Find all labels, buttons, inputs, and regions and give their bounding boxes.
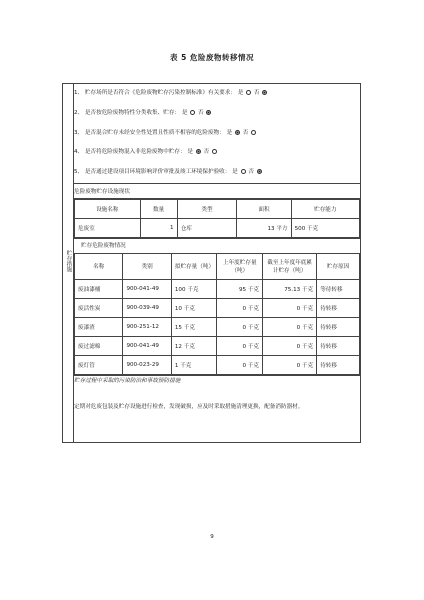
facility-heading: 危险废物贮存设施现状	[74, 183, 361, 198]
measures-block	[74, 375, 361, 442]
yes-radio-3[interactable]	[235, 130, 240, 135]
table-cell: 待转移	[317, 336, 360, 355]
table-cell: 待转移	[317, 298, 360, 317]
no-label: 否	[197, 109, 204, 116]
table-cell: 100 千克	[171, 279, 217, 298]
table-header: 面积	[237, 199, 291, 218]
yes-radio-5[interactable]	[241, 169, 246, 174]
question-text: 1、 贮存场所是否符合《危险废物贮存污染控制标准》有关要求：	[74, 90, 236, 96]
table-row	[75, 336, 360, 355]
table-header: 上年度贮存量（吨）	[217, 253, 263, 279]
yes-label: 是	[237, 90, 244, 96]
side-label-cell	[63, 84, 74, 443]
table-cell: 1	[140, 218, 177, 237]
yes-label: 是	[187, 149, 194, 156]
question-1	[74, 84, 360, 104]
table-cell: 900-023-29	[123, 355, 171, 374]
table-cell: 0 千克	[263, 355, 317, 374]
question-4	[74, 143, 360, 163]
table-cell: 900-041-49	[123, 336, 171, 355]
question-5	[74, 163, 360, 183]
table-cell: 95 千克	[217, 279, 263, 298]
measures-heading: 贮存过程中采取的污染防治和事故预防措施	[74, 377, 181, 384]
measures-body: 定期对危废包装及贮存设施进行检查，发现破损，应及时采取措施清理更换，配备消防器材。	[74, 403, 304, 410]
table-header: 类型	[177, 199, 237, 218]
facility-table	[74, 199, 360, 238]
table-cell: 900-251-12	[123, 317, 171, 336]
table-cell: 0 千克	[217, 336, 263, 355]
table-header-row	[75, 253, 360, 279]
no-radio-1[interactable]	[262, 90, 267, 95]
table-header: 拟贮存量（吨）	[171, 253, 217, 279]
table-cell: 废过滤棉	[75, 336, 123, 355]
table-cell: 0 千克	[263, 336, 317, 355]
table-cell: 仓库	[177, 218, 237, 237]
table-cell: 15 千克	[171, 317, 217, 336]
table-cell: 900-041-49	[123, 279, 171, 298]
question-text: 3、 是否混合贮存未经安全性处置且性质不相容的危险废物：	[74, 129, 225, 136]
table-cell: 废油漆桶	[75, 279, 123, 298]
table-cell: 500 千克	[291, 218, 359, 237]
no-radio-5[interactable]	[257, 169, 262, 174]
table-cell: 13 平方	[237, 218, 291, 237]
table-cell: 0 千克	[217, 317, 263, 336]
question-text: 5、 是否通过建设项目环境影响评价审批及竣工环境保护验收：	[74, 169, 231, 176]
yes-label: 是	[232, 169, 238, 176]
table-cell: 1 千克	[171, 355, 217, 374]
no-radio-3[interactable]	[251, 130, 256, 135]
hazardous-waste-table	[62, 83, 361, 443]
table-cell: 12 千克	[171, 336, 217, 355]
no-radio-4[interactable]	[212, 149, 217, 154]
yes-label: 是	[181, 109, 188, 116]
yes-radio-4[interactable]	[196, 149, 201, 154]
table-cell: 75.13 千克	[263, 279, 317, 298]
table-cell: 等待转移	[317, 279, 360, 298]
table-header: 贮存能力	[291, 199, 359, 218]
table-cell: 0 千克	[263, 298, 317, 317]
table-cell: 废活性炭	[75, 298, 123, 317]
table-header-row	[75, 199, 360, 218]
yes-radio-1[interactable]	[246, 90, 251, 95]
storage-table	[74, 253, 360, 375]
table-header: 类别	[123, 253, 171, 279]
table-cell: 0 千克	[217, 298, 263, 317]
table-cell: 0 千克	[217, 355, 263, 374]
table-cell: 10 千克	[171, 298, 217, 317]
table-cell: 待转移	[317, 317, 360, 336]
question-text: 4、 是否将危险废物混入非危险废物中贮存：	[74, 149, 186, 156]
table-row	[75, 218, 360, 237]
table-header: 名称	[75, 253, 123, 279]
questions-block	[74, 84, 361, 184]
question-2	[74, 104, 360, 124]
table-cell: 待转移	[317, 355, 360, 374]
table-header: 数量	[140, 199, 177, 218]
table-cell: 废漆渣	[75, 317, 123, 336]
question-3	[74, 124, 360, 144]
table-header: 贮存原因	[317, 253, 360, 279]
table-cell: 900-039-49	[123, 298, 171, 317]
table-cell: 危废室	[75, 218, 141, 237]
page-number: 9	[210, 534, 214, 540]
yes-radio-2[interactable]	[190, 110, 195, 115]
no-label: 否	[248, 169, 254, 176]
side-label: 贮存措施	[65, 250, 72, 273]
no-label: 否	[242, 129, 249, 136]
storage-block	[74, 238, 361, 375]
table-row	[75, 279, 360, 298]
table-cell: 0 千克	[263, 317, 317, 336]
table-header: 截至上年度年底累计贮存（吨）	[263, 253, 317, 279]
no-label: 否	[203, 149, 210, 156]
table-cell: 废灯管	[75, 355, 123, 374]
no-label: 否	[253, 90, 260, 96]
facility-table-cell	[74, 198, 361, 238]
storage-heading: 贮存危险废物情况	[81, 242, 126, 249]
page-title: 表 5 危险废物转移情况	[170, 53, 254, 62]
no-radio-2[interactable]	[206, 110, 211, 115]
table-header: 设施名称	[75, 199, 141, 218]
yes-label: 是	[226, 129, 233, 136]
table-row	[75, 317, 360, 336]
table-row	[75, 355, 360, 374]
question-text: 2、 是否按危险废物特性分类收集、贮存：	[74, 109, 181, 116]
table-row	[75, 298, 360, 317]
